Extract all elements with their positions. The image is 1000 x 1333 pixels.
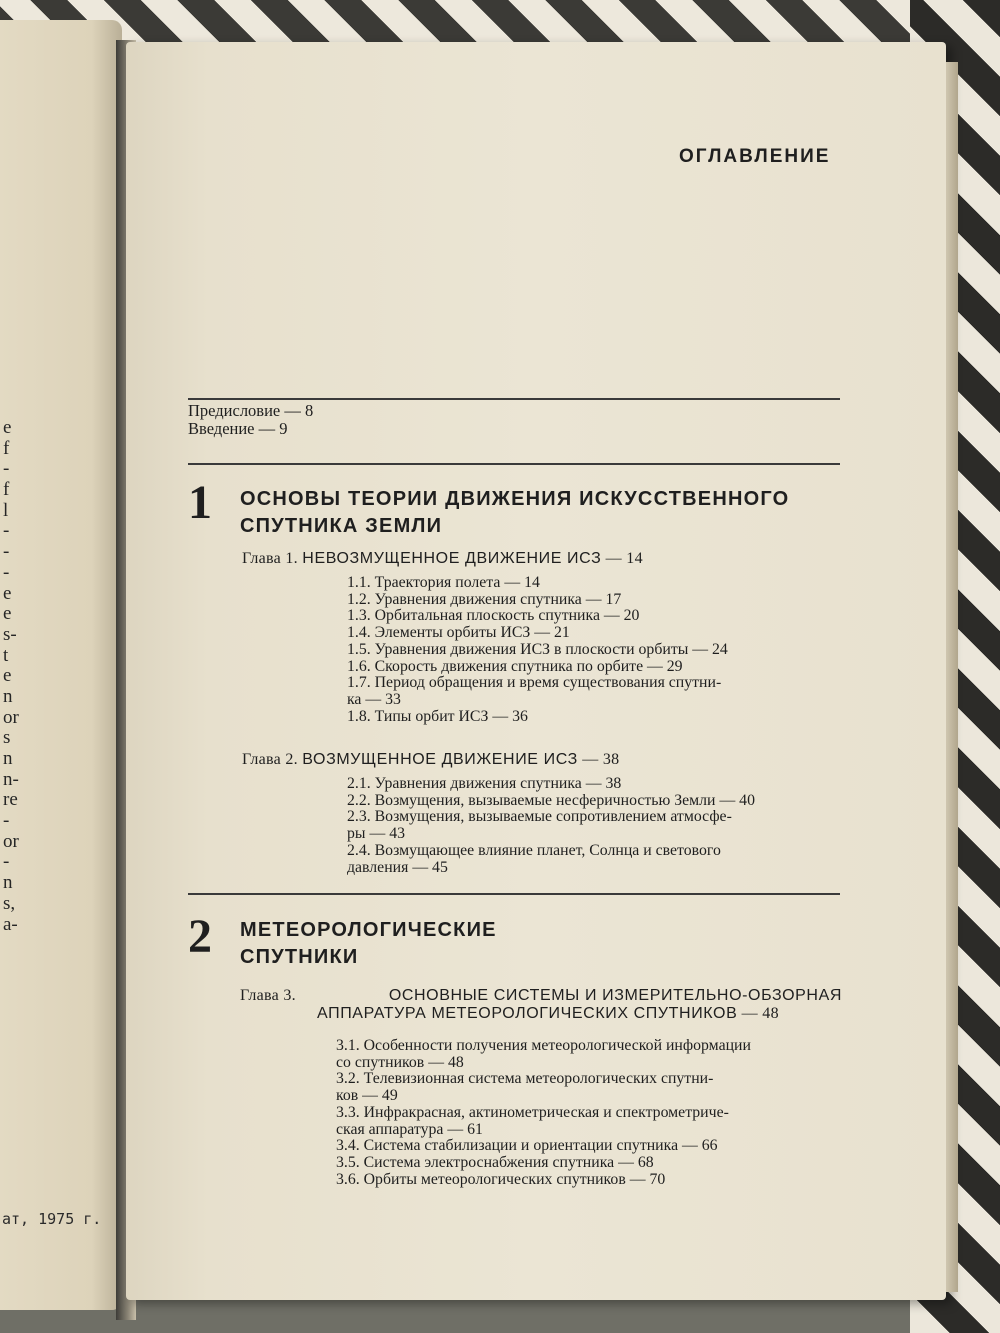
- divider-part-1: [188, 463, 840, 465]
- left-fragment: l: [3, 499, 9, 521]
- section-list: [347, 776, 840, 876]
- contents-page: [126, 42, 946, 1300]
- left-fragment: re: [3, 789, 18, 811]
- section-entry: со спутников — 48: [336, 1053, 464, 1071]
- left-page-imprint: ат, 1975 г.: [2, 1210, 102, 1228]
- chapter-heading: [242, 550, 643, 568]
- chapter-title-line: ОСНОВНЫЕ СИСТЕМЫ И ИЗМЕРИТЕЛЬНО-ОБЗОРНАЯ: [388, 987, 842, 1004]
- left-fragment: -: [3, 810, 10, 832]
- chapter-prefix: Глава 2.: [242, 751, 298, 768]
- page-title: ОГЛАВЛЕНИЕ: [679, 146, 831, 167]
- section-entry: 2.2. Возмущения, вызываемые несферичностью Земли — 40: [347, 791, 755, 809]
- section-entry: 1.7. Период обращения и время существования спутни-: [347, 674, 722, 692]
- left-fragment: e: [3, 582, 12, 604]
- section-entry: 3.5. Система электроснабжения спутника — 68: [336, 1153, 654, 1171]
- section-entry: 3.2. Телевизионная система метеорологических спутни-: [336, 1070, 714, 1088]
- left-fragment: n-: [3, 768, 19, 790]
- section-entry: 1.2. Уравнения движения спутника — 17: [347, 590, 622, 608]
- section-entry: давления — 45: [347, 858, 448, 876]
- section-list: [336, 1038, 842, 1188]
- section-entry: 1.6. Скорость движения спутника по орбите — 29: [347, 657, 683, 675]
- left-fragment: -: [3, 561, 10, 583]
- left-fragment: -: [3, 458, 10, 480]
- part-title-line: СПУТНИКА ЗЕМЛИ: [240, 515, 443, 537]
- left-fragment: or: [3, 706, 19, 728]
- front-matter-introduction: Введение — 9: [188, 419, 288, 438]
- part-title-line: СПУТНИКИ: [240, 946, 359, 968]
- part-title: [240, 486, 789, 540]
- part-title-line: МЕТЕОРОЛОГИЧЕСКИЕ: [240, 919, 497, 941]
- chapter-title-line: АППАРАТУРА МЕТЕОРОЛОГИЧЕСКИХ СПУТНИКОВ: [317, 1005, 738, 1022]
- left-fragment: -: [3, 851, 10, 873]
- section-entry: ры — 43: [347, 825, 406, 843]
- chapter-page: — 38: [577, 751, 620, 768]
- front-matter-preface: Предисловие — 8: [188, 401, 314, 420]
- section-entry: 1.3. Орбитальная плоскость спутника — 20: [347, 607, 640, 625]
- page-edge: [946, 62, 958, 1292]
- section-entry: 2.4. Возмущающее влияние планет, Солнца и светового: [347, 841, 721, 859]
- left-fragment: s,: [3, 892, 16, 914]
- chapter-prefix: Глава 3.: [240, 987, 296, 1004]
- left-fragment: -: [3, 541, 10, 563]
- section-entry: 2.3. Возмущения, вызываемые сопротивлением атмосфе-: [347, 808, 732, 826]
- chapter-heading: [240, 987, 842, 1023]
- left-page-text-fragments: [3, 418, 19, 935]
- section-list: [347, 575, 840, 725]
- part-title-line: ОСНОВЫ ТЕОРИИ ДВИЖЕНИЯ ИСКУССТВЕННОГО: [240, 488, 790, 510]
- left-fragment: e: [3, 603, 12, 625]
- section-entry: 1.1. Траектория полета — 14: [347, 574, 540, 591]
- section-entry: 1.4. Элементы орбиты ИСЗ — 21: [347, 624, 570, 642]
- left-fragment: or: [3, 830, 19, 852]
- left-page: [0, 20, 122, 1310]
- left-fragment: e: [3, 417, 12, 438]
- left-fragment: s-: [3, 623, 17, 645]
- part-number: 2: [188, 910, 212, 963]
- chapter-title: ВОЗМУЩЕННОЕ ДВИЖЕНИЕ ИСЗ: [302, 751, 578, 768]
- chapter-prefix: Глава 1.: [242, 550, 298, 567]
- section-entry: 3.6. Орбиты метеорологических спутников — 70: [336, 1170, 666, 1188]
- left-fragment: n: [3, 872, 13, 894]
- chapter-heading: [242, 751, 619, 769]
- left-fragment: n: [3, 748, 13, 769]
- left-fragment: a-: [3, 913, 18, 935]
- left-fragment: -: [3, 520, 10, 542]
- chapter-title: НЕВОЗМУЩЕННОЕ ДВИЖЕНИЕ ИСЗ: [302, 550, 602, 567]
- section-entry: 2.1. Уравнения движения спутника — 38: [347, 775, 622, 792]
- section-entry: ская аппаратура — 61: [336, 1120, 483, 1138]
- section-entry: ка — 33: [347, 690, 401, 708]
- divider-top: [188, 398, 840, 400]
- section-entry: 1.8. Типы орбит ИСЗ — 36: [347, 707, 528, 725]
- left-fragment: t: [3, 644, 9, 666]
- divider-part-2: [188, 893, 840, 895]
- section-entry: ков — 49: [336, 1087, 398, 1105]
- left-fragment: n: [3, 685, 13, 707]
- section-entry: 3.1. Особенности получения метеорологической информации: [336, 1037, 751, 1054]
- section-entry: 3.4. Система стабилизации и ориентации спутника — 66: [336, 1137, 718, 1155]
- chapter-page: — 14: [601, 550, 643, 567]
- section-entry: 1.5. Уравнения движения ИСЗ в плоскости орбиты — 24: [347, 640, 728, 658]
- left-fragment: f: [3, 479, 10, 501]
- left-fragment: f: [3, 437, 10, 459]
- left-fragment: e: [3, 665, 12, 687]
- chapter-page: — 48: [737, 1005, 779, 1022]
- section-entry: 3.3. Инфракрасная, актинометрическая и спектрометриче-: [336, 1103, 729, 1121]
- part-number: 1: [188, 476, 212, 529]
- left-fragment: s: [3, 727, 11, 749]
- part-title: [240, 917, 497, 971]
